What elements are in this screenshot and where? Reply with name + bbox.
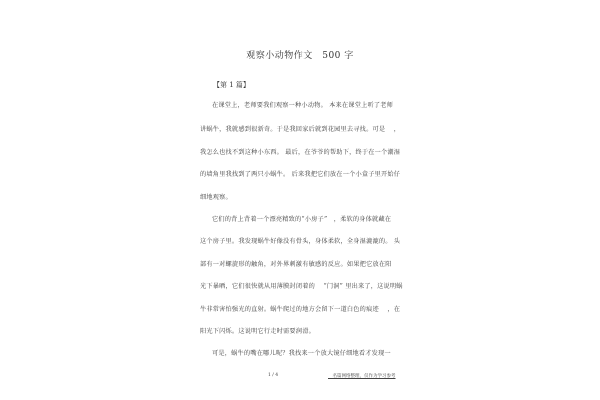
body-line: 的墙角里我找到了两只小蜗牛。 后来我把它们放在一个小盒子里开始仔 [200, 171, 401, 178]
body-line: 光下暴晒，它们很快就从用薄膜封闭着的 “门洞” 里出来了，这说明蜗 [200, 283, 403, 290]
body-line: 它们的背上背着一个漂亮精致的“小房子” ，柔软的身体就藏在 [212, 216, 392, 223]
body-line: 可是，蜗牛的嘴在哪儿呢？我找来一个放大镜仔细地看才发现一 [212, 350, 391, 357]
body-line: 细地观察。 [200, 194, 232, 201]
page-number: 1 / 4 [268, 373, 279, 378]
body-line: 部有一对螺旋形的触角，对外界刺激有敏感的反应。如果把它放在阳 [200, 261, 392, 268]
footer-note: __名篇网络整理，仅作为学习参考 [328, 374, 396, 379]
section-label: 【第 1 篇】 [213, 81, 250, 89]
body-line: 牛非常害怕强光的直射。蜗牛爬过的地方会留下一道白色的痕迹 ，在 [200, 306, 401, 313]
body-line: 我怎么也找不到这种小东西。 最后，在爷爷的帮助下，终于在一个潮湿 [200, 149, 401, 156]
body-line: 讲蜗牛，我就感到很新奇。于是我回家后就到花园里去寻找。可是 ， [200, 126, 401, 133]
body-line: 这个房子里。我发现蜗牛好像没有骨头，身体柔软，全身湿漉漉的。 头 [200, 238, 401, 245]
body-line: 阳光下闪烁。这说明它行走时需要润滑。 [200, 328, 315, 335]
page-title: 观察小动物作文 500 字 [246, 51, 354, 61]
body-line: 在课堂上，老师要我们观察一种小动物。 本来在课堂上听了老师 [212, 102, 394, 109]
